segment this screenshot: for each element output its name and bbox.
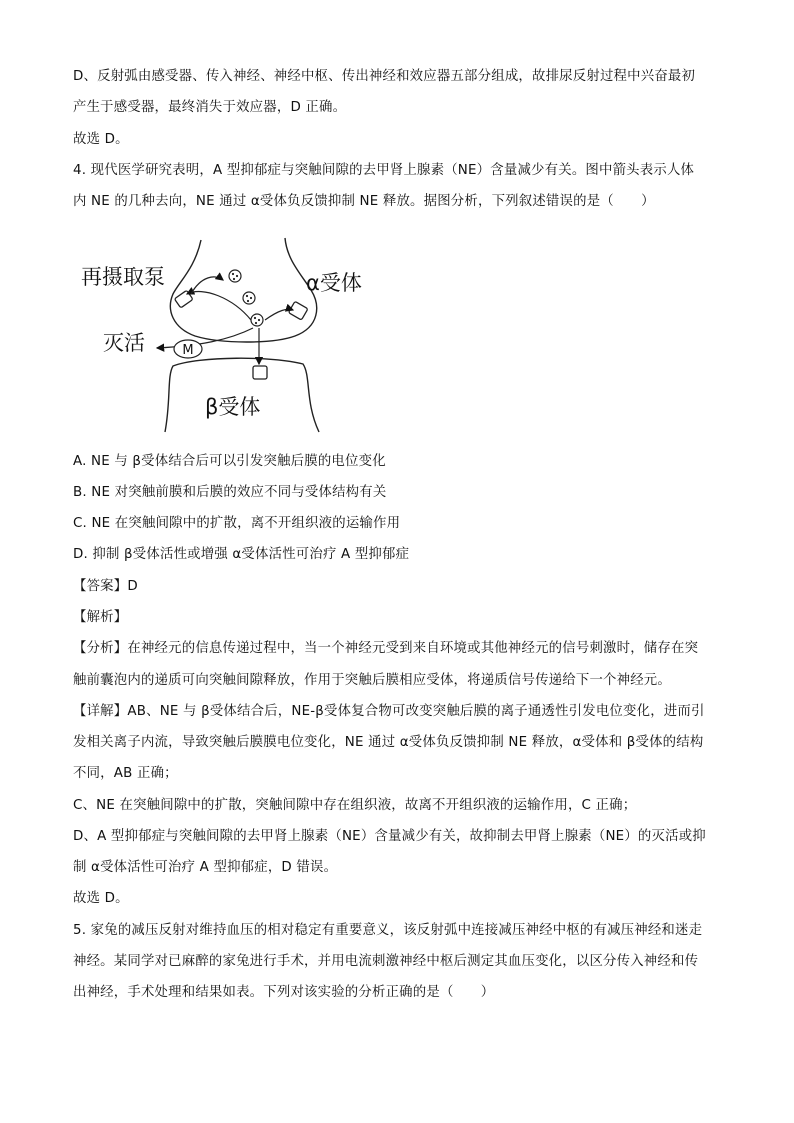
option-d: D. 抑制 β受体活性或增强 α受体活性可治疗 A 型抑郁症 bbox=[73, 547, 410, 562]
answer: 【答案】D bbox=[73, 579, 138, 594]
reuptake-pump-label: 再摄取泵 bbox=[81, 265, 165, 289]
text-line: 发相关离子内流，导致突触后膜膜电位变化，NE 通过 α受体负反馈抑制 NE 释放，α受体和 β受体的结构 bbox=[73, 735, 704, 750]
alpha-receptor bbox=[288, 301, 307, 320]
text-line: D、A 型抑郁症与突触间隙的去甲肾上腺素（NE）含量减少有关，故抑制去甲肾上腺素（NE）的灭活或抑 bbox=[73, 829, 706, 844]
beta-receptor bbox=[253, 366, 267, 379]
analysis-heading: 【解析】 bbox=[73, 610, 128, 625]
inactivation-label: 灭活 bbox=[103, 331, 145, 355]
synapse-diagram bbox=[73, 232, 383, 437]
text-line: D、反射弧由感受器、传入神经、神经中枢、传出神经和效应器五部分组成，故排尿反射过程中兴奋最初 bbox=[73, 69, 696, 84]
option-a: A. NE 与 β受体结合后可以引发突触后膜的电位变化 bbox=[73, 454, 386, 469]
text-line: 【详解】AB、NE 与 β受体结合后，NE-β受体复合物可改变突触后膜的离子通透性引发电位变化，进而引 bbox=[73, 704, 705, 719]
text-line: 不同，AB 正确； bbox=[73, 766, 178, 781]
text-line: C、NE 在突触间隙中的扩散，突触间隙中存在组织液，故离不开组织液的运输作用，C 正确； bbox=[73, 798, 637, 813]
presynaptic-membrane bbox=[170, 238, 316, 342]
option-b: B. NE 对突触前膜和后膜的效应不同与受体结构有关 bbox=[73, 485, 387, 500]
option-c: C. NE 在突触间隙中的扩散，离不开组织液的运输作用 bbox=[73, 516, 401, 531]
enzyme-label: M bbox=[182, 343, 194, 358]
question-5-stem: 5. 家兔的减压反射对维持血压的相对稳定有重要意义，该反射弧中连接减压神经中枢的有减压神经和迷走 bbox=[73, 923, 703, 938]
question-4-stem: 内 NE 的几种去向，NE 通过 α受体负反馈抑制 NE 释放。据图分析，下列叙述错误的是（ ） bbox=[73, 194, 655, 209]
question-5-stem: 出神经，手术处理和结果如表。下列对该实验的分析正确的是（ ） bbox=[73, 985, 495, 1000]
text-line: 故选 D。 bbox=[73, 891, 129, 906]
question-4-stem: 4. 现代医学研究表明，A 型抑郁症与突触间隙的去甲肾上腺素（NE）含量减少有关。图中箭头表示人体 bbox=[73, 163, 695, 178]
text-line: 故选 D。 bbox=[73, 132, 129, 147]
reuptake-arrow bbox=[187, 292, 251, 320]
alpha-receptor-label: α受体 bbox=[306, 271, 362, 295]
text-line: 【分析】在神经元的信息传递过程中，当一个神经元受到来自环境或其他神经元的信号刺激时，储存在突 bbox=[73, 641, 699, 656]
text-line: 制 α受体活性可治疗 A 型抑郁症，D 错误。 bbox=[73, 860, 338, 875]
text-line: 触前囊泡内的递质可向突触间隙释放，作用于突触后膜相应受体，将递质信号传递给下一个神经元。 bbox=[73, 673, 671, 688]
text-line: 产生于感受器，最终消失于效应器，D 正确。 bbox=[73, 100, 347, 115]
question-5-stem: 神经。某同学对已麻醉的家兔进行手术，并用电流刺激神经中枢后测定其血压变化，以区分传入神经和传 bbox=[73, 954, 699, 969]
beta-receptor-label: β受体 bbox=[205, 395, 261, 419]
